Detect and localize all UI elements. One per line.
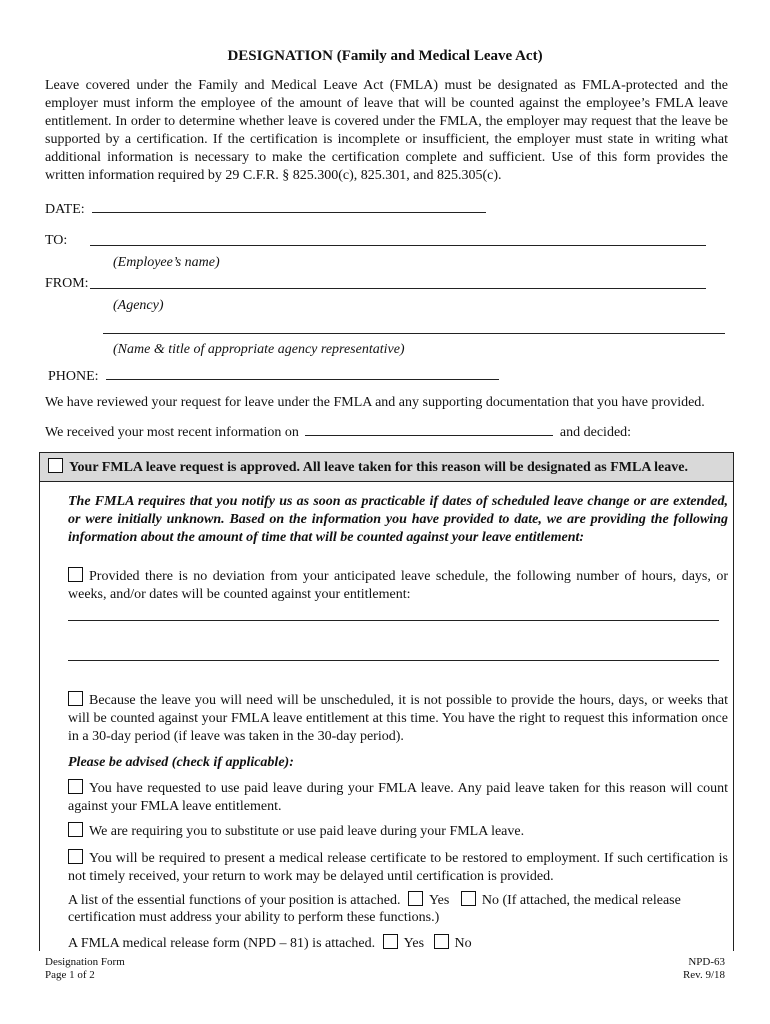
approved-section: [39, 452, 734, 951]
substitute-checkbox[interactable]: [68, 822, 83, 837]
essential-prefix: A list of the essential functions of your position is attached.: [68, 893, 401, 908]
to-label: TO:: [45, 233, 68, 248]
option-no-deviation: [68, 567, 728, 604]
approved-section-header: [40, 453, 733, 482]
unscheduled-checkbox[interactable]: [68, 691, 83, 706]
release-no-checkbox[interactable]: [434, 934, 449, 949]
release-form-prefix: A FMLA medical release form (NPD – 81) is attached.: [68, 936, 376, 951]
date-field[interactable]: [92, 199, 486, 213]
to-field[interactable]: [90, 232, 706, 246]
approved-row: [48, 458, 688, 476]
paid-requested-checkbox[interactable]: [68, 779, 83, 794]
from-field[interactable]: [90, 275, 706, 289]
intro-paragraph: Leave covered under the Family and Medical Leave Act (FMLA) must be designated as FMLA-protected and the employer must inform the employee of the amount of leave that will be counted against the employee’s FMLA leave entitlement. In order to determine whether leave is covered under the FMLA, the employer may request that the leave be supported by a certification. If the certification is incomplete or insufficient, the employer must state in writing what additional information is necessary to make the certification complete and sufficient. Use of this form provides the written information required by 29 C.F.R. § 825.300(c), 825.301, and 825.305(c).: [45, 78, 728, 183]
footer-revision: Rev. 9/18: [682, 969, 725, 981]
phone-row: [48, 366, 499, 386]
no-deviation-text: Provided there is no deviation from your anticipated leave schedule, the following number of hours, days, or weeks, and/or dates will be counted against your entitlement:: [68, 569, 728, 602]
no-deviation-checkbox[interactable]: [68, 567, 83, 582]
reviewed-text: We have reviewed your request for leave under the FMLA and any supporting documentation that you have provided.: [45, 395, 705, 410]
representative-field[interactable]: [103, 320, 725, 334]
advised-heading: Please be advised (check if applicable):: [68, 755, 294, 770]
fmla-notice: The FMLA requires that you notify us as soon as practicable if dates of scheduled leave change or are extended, or were initially unknown. Based on the information you have provided to date, we are providing the following information about the amount of time that will be counted against your leave entitlement:: [68, 494, 728, 545]
received-suffix: and decided:: [559, 425, 632, 440]
representative-caption: (Name & title of appropriate agency representative): [113, 342, 405, 357]
phone-label: PHONE:: [48, 369, 99, 384]
release-form-row: [68, 934, 472, 953]
essential-functions-row: [68, 891, 681, 910]
medical-release-text: You will be required to present a medical release certificate to be restored to employment. If such certification is not timely received, your return to work may be delayed until certification is provided.: [68, 851, 728, 884]
phone-field[interactable]: [106, 366, 499, 380]
footer-form-code: NPD-63: [688, 956, 725, 968]
entitlement-line-2[interactable]: [68, 660, 719, 661]
advised-substitute: [68, 822, 728, 841]
advised-medical-release: [68, 849, 728, 886]
date-label: DATE:: [45, 202, 85, 217]
release-yes-label: Yes: [403, 936, 425, 951]
medical-release-checkbox[interactable]: [68, 849, 83, 864]
to-caption: (Employee’s name): [113, 255, 220, 270]
option-unscheduled: [68, 691, 728, 746]
date-row: [45, 199, 486, 219]
essential-continuation: certification must address your ability to perform these functions.): [68, 910, 440, 925]
essential-yes-label: Yes: [428, 893, 450, 908]
release-yes-checkbox[interactable]: [383, 934, 398, 949]
essential-yes-checkbox[interactable]: [408, 891, 423, 906]
entitlement-line-1[interactable]: [68, 620, 719, 621]
from-label: FROM:: [45, 276, 89, 291]
footer-page: Page 1 of 2: [45, 969, 95, 981]
footer-form-name: Designation Form: [45, 956, 125, 968]
substitute-text: We are requiring you to substitute or use paid leave during your FMLA leave.: [89, 824, 525, 839]
received-row: [45, 422, 631, 442]
from-caption: (Agency): [113, 298, 164, 313]
unscheduled-text: Because the leave you will need will be unscheduled, it is not possible to provide the hours, days, or weeks that will be counted against your FMLA leave entitlement at this time. You have the right to request this information once in a 30-day period (if leave was taken in the 30-day period).: [68, 693, 728, 744]
advised-paid-requested: [68, 779, 728, 816]
approved-heading: Your FMLA leave request is approved. All leave taken for this reason will be designated as FMLA leave.: [69, 460, 688, 475]
form-title: DESIGNATION (Family and Medical Leave Act): [227, 48, 543, 64]
essential-no-label: No (If attached, the medical release: [481, 893, 681, 908]
release-no-label: No: [454, 936, 472, 951]
received-prefix: We received your most recent information on: [45, 425, 299, 440]
received-date-field[interactable]: [305, 422, 553, 436]
essential-no-checkbox[interactable]: [461, 891, 476, 906]
approved-checkbox[interactable]: [48, 458, 63, 473]
paid-requested-text: You have requested to use paid leave during your FMLA leave. Any paid leave taken for this reason will count against your FMLA leave entitlement.: [68, 781, 728, 814]
